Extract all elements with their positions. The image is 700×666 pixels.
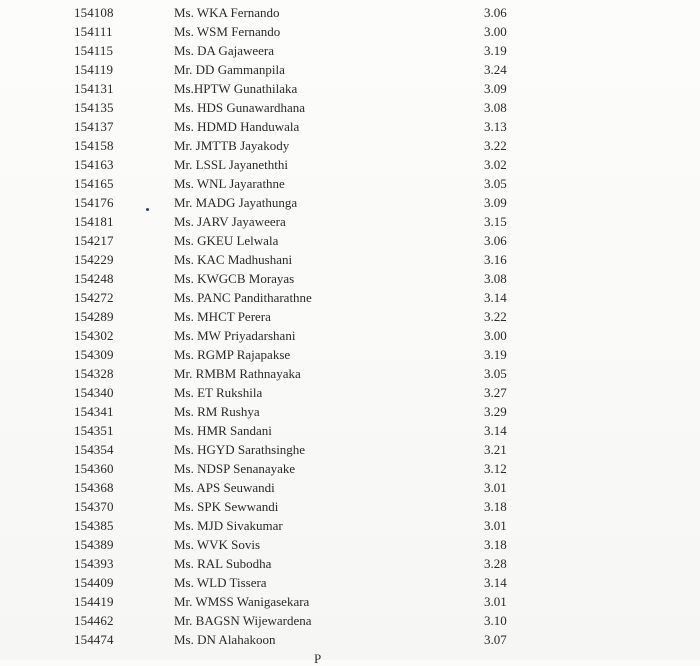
student-name: Ms. RM Rushya [174, 404, 260, 419]
list-row [0, 326, 700, 345]
student-name: Ms. MW Priyadarshani [174, 328, 296, 343]
student-id: 154385 [74, 518, 114, 533]
student-gpa: 3.08 [484, 271, 507, 286]
list-row [0, 345, 700, 364]
list-row [0, 60, 700, 79]
student-name: Ms. MHCT Perera [174, 309, 271, 324]
list-row [0, 41, 700, 60]
student-gpa: 3.01 [484, 594, 507, 609]
student-name: Ms. HDMD Handuwala [174, 119, 300, 134]
list-row [0, 136, 700, 155]
student-name: Ms. KAC Madhushani [174, 252, 293, 267]
student-gpa: 3.16 [484, 252, 507, 267]
student-id: 154217 [74, 233, 114, 248]
student-gpa: 3.13 [484, 119, 507, 134]
student-gpa: 3.24 [484, 62, 507, 77]
student-gpa: 3.19 [484, 347, 507, 362]
student-gpa: 3.09 [484, 81, 507, 96]
student-id: 154272 [74, 290, 114, 305]
list-row [0, 497, 700, 516]
list-row [0, 402, 700, 421]
list-row [0, 535, 700, 554]
student-name: Ms. KWGCB Morayas [174, 271, 295, 286]
student-id: 154474 [74, 632, 114, 647]
list-row [0, 174, 700, 193]
list-row [0, 269, 700, 288]
student-name: Ms. ET Rukshila [174, 385, 263, 400]
student-id: 154462 [74, 613, 114, 628]
student-gpa: 3.22 [484, 138, 507, 153]
student-name: Ms. MJD Sivakumar [174, 518, 283, 533]
student-gpa: 3.22 [484, 309, 507, 324]
student-name: Ms. HDS Gunawardhana [174, 100, 306, 115]
list-row [0, 611, 700, 630]
list-row [0, 459, 700, 478]
student-id: 154419 [74, 594, 114, 609]
student-name: Mr. WMSS Wanigasekara [174, 594, 310, 609]
student-name: Ms. DN Alahakoon [174, 632, 276, 647]
list-row [0, 250, 700, 269]
list-row [0, 478, 700, 497]
student-name: Mr. DD Gammanpila [174, 62, 285, 77]
student-gpa: 3.14 [484, 423, 507, 438]
student-id: 154131 [74, 81, 114, 96]
student-gpa: 3.14 [484, 290, 507, 305]
student-gpa: 3.21 [484, 442, 507, 457]
student-id: 154135 [74, 100, 114, 115]
student-name: Ms. NDSP Senanayake [174, 461, 296, 476]
student-id: 154163 [74, 157, 114, 172]
student-id: 154370 [74, 499, 114, 514]
student-id: 154181 [74, 214, 114, 229]
student-name: Ms. JARV Jayaweera [174, 214, 286, 229]
student-gpa: 3.06 [484, 5, 507, 20]
list-row [0, 212, 700, 231]
student-name: Ms. APS Seuwandi [174, 480, 275, 495]
student-gpa: 3.19 [484, 43, 507, 58]
student-name: Mr. BAGSN Wijewardena [174, 613, 312, 628]
list-row [0, 22, 700, 41]
student-gpa: 3.28 [484, 556, 507, 571]
student-name: Ms. DA Gajaweera [174, 43, 274, 58]
student-gpa: 3.01 [484, 518, 507, 533]
student-name: Ms. RGMP Rajapakse [174, 347, 291, 362]
list-row [0, 288, 700, 307]
list-row [0, 630, 700, 649]
student-gpa: 3.00 [484, 328, 507, 343]
list-row [0, 307, 700, 326]
student-id: 154389 [74, 537, 114, 552]
student-gpa: 3.29 [484, 404, 507, 419]
list-row [0, 516, 700, 535]
list-row [0, 117, 700, 136]
list-row [0, 592, 700, 611]
student-name: Ms. WLD Tissera [174, 575, 267, 590]
student-id: 154340 [74, 385, 114, 400]
student-id: 154158 [74, 138, 114, 153]
student-id: 154360 [74, 461, 114, 476]
list-row [0, 3, 700, 22]
student-id: 154328 [74, 366, 114, 381]
student-gpa: 3.02 [484, 157, 507, 172]
student-name: Mr. LSSL Jayaneththi [174, 157, 288, 172]
student-id: 154302 [74, 328, 114, 343]
student-name: Ms. PANC Panditharathne [174, 290, 312, 305]
list-row [0, 193, 700, 212]
student-id: 154111 [74, 24, 113, 39]
student-gpa: 3.10 [484, 613, 507, 628]
student-name: Mr. MADG Jayathunga [174, 195, 298, 210]
list-row [0, 421, 700, 440]
student-id: 154248 [74, 271, 114, 286]
student-id: 154341 [74, 404, 114, 419]
student-id: 154354 [74, 442, 114, 457]
student-gpa: 3.15 [484, 214, 507, 229]
student-name: Mr. JMTTB Jayakody [174, 138, 290, 153]
student-name: Ms. WKA Fernando [174, 5, 280, 20]
list-row [0, 573, 700, 592]
student-name: Ms. SPK Sewwandi [174, 499, 279, 514]
student-id: 154229 [74, 252, 114, 267]
student-id: 154368 [74, 480, 114, 495]
student-name: Ms.HPTW Gunathilaka [174, 81, 298, 96]
student-gpa: 3.14 [484, 575, 507, 590]
student-id: 154351 [74, 423, 114, 438]
student-id: 154289 [74, 309, 114, 324]
student-name: Mr. RMBM Rathnayaka [174, 366, 301, 381]
student-id: 154119 [74, 62, 114, 77]
list-row [0, 364, 700, 383]
student-gpa: 3.07 [484, 632, 507, 647]
page-footer-fragment: P [314, 651, 322, 666]
student-gpa: 3.27 [484, 385, 507, 400]
student-id: 154165 [74, 176, 114, 191]
student-gpa: 3.01 [484, 480, 507, 495]
list-row [0, 554, 700, 573]
list-row [0, 440, 700, 459]
student-id: 154108 [74, 5, 114, 20]
list-row [0, 98, 700, 117]
student-gpa: 3.12 [484, 461, 507, 476]
ink-speck [146, 208, 149, 211]
student-list [0, 3, 700, 649]
student-gpa: 3.05 [484, 176, 507, 191]
student-name: Ms. WNL Jayarathne [174, 176, 285, 191]
student-gpa: 3.00 [484, 24, 507, 39]
student-gpa: 3.08 [484, 100, 507, 115]
student-id: 154393 [74, 556, 114, 571]
student-id: 154115 [74, 43, 114, 58]
student-name: Ms. RAL Subodha [174, 556, 272, 571]
student-id: 154409 [74, 575, 114, 590]
list-row [0, 155, 700, 174]
student-name: Ms. WSM Fernando [174, 24, 281, 39]
list-row [0, 383, 700, 402]
student-gpa: 3.06 [484, 233, 507, 248]
student-name: Ms. GKEU Lelwala [174, 233, 279, 248]
student-gpa: 3.18 [484, 537, 507, 552]
student-gpa: 3.09 [484, 195, 507, 210]
student-gpa: 3.05 [484, 366, 507, 381]
student-id: 154137 [74, 119, 114, 134]
student-id: 154176 [74, 195, 114, 210]
list-row [0, 79, 700, 98]
student-name: Ms. HGYD Sarathsinghe [174, 442, 306, 457]
student-id: 154309 [74, 347, 114, 362]
student-name: Ms. HMR Sandani [174, 423, 272, 438]
student-gpa: 3.18 [484, 499, 507, 514]
list-row [0, 231, 700, 250]
student-name: Ms. WVK Sovis [174, 537, 261, 552]
